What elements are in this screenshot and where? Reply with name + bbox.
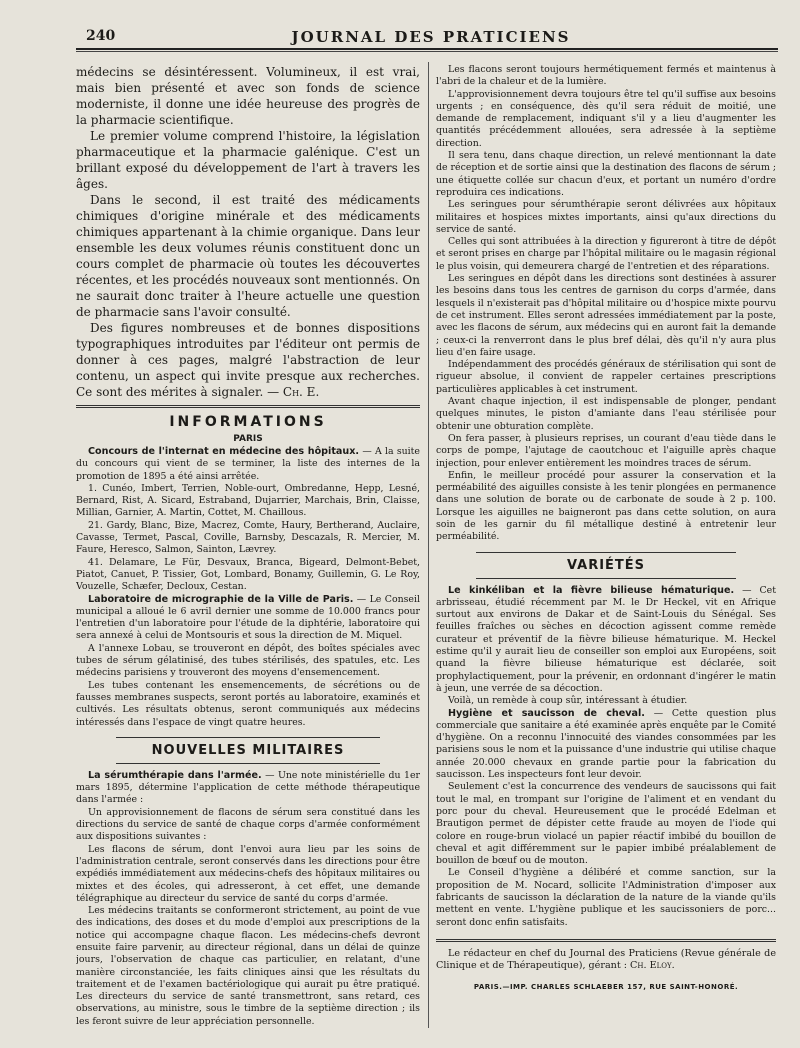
hyg-paragraph-3: Le Conseil d'hygiène a délibéré et comme sanction, sur la proposition de M. Nocard, sollicite l'Administration d'imposer aux fabricants de saucisson la déclaration de la nature de la viande qu'ils mettent en vente. L'hygiène publique et les saucissoniers de porc... seront donc enfin satisfaits. <box>436 867 776 928</box>
hyg-text: — Cette question plus commerciale que sanitaire a été examinée après enquête par le Comité d'hygiène. On a reconnu l'innocuité des viandes consommées par les parisiens sous le nom et la puissance d'une industrie qui utilise chaque année 20.000 chevaux en grande partie pour la fabrication du saucisson. Les inspecteurs font leur devoir. <box>436 707 776 781</box>
militaires-heading: NOUVELLES MILITAIRES <box>116 737 380 764</box>
concours-list-1: 1. Cunéo, Imbert, Terrien, Noble-ourt, Ombredanne, Hepp, Lesné, Bernard, Rist, A. Sicard, Estraband, Dujarrier, Marchais, Brin, Claisse, Millian, Garnier, A. Martin, Cottet, M. Chaillous. <box>76 482 420 519</box>
hyg-heading: Hygiène et saucisson de cheval. <box>448 707 645 719</box>
sero-paragraph-3: Les flacons de sérum, dont l'envoi aura lieu par les soins de l'administration centrale, seront conservés dans les directions pour être expédiés immédiatement aux médecins-chefs des hôpitaux militaires ou mixtes et des écoles, qui adresseront, à cet effet, une demande télégraphique au directeur du service de santé du corps d'armée. <box>76 843 420 904</box>
printer-line: PARIS.—IMP. CHARLES SCHLAEBER 157, RUE SAINT-HONORÉ. <box>473 982 739 991</box>
right-paragraph-8: Avant chaque injection, il est indispensable de plonger, pendant quelques minutes, le piston d'amiante dans l'eau stérilisée pour obtenir une obturation complète. <box>436 396 776 432</box>
sero-paragraph-2: Un approvisionnement de flacons de sérum sera constitué dans les directions du service de santé de chaque corps d'armée conformément aux dispositions suivantes : <box>76 806 420 843</box>
page-number: 240 <box>86 28 116 44</box>
labo-text: — Le Conseil municipal a alloué le 6 avril dernier une somme de 10.000 francs pour l'entretien d'un laboratoire pour l'étude de la diphtérie, laboratoire qui sera annexé à celui de Montsouris et sous la direction de M. Miquel. <box>76 593 420 642</box>
footer-rule <box>436 939 776 942</box>
intro-paragraph-1: médecins se désintéressent. Volumineux, il est vrai, mais bien présenté et avec son fonds de science moderniste, il donne une idée heureuse des progrès de la pharmacie scientifique. <box>76 65 420 127</box>
kink-heading: Le kinkéliban et la fièvre bilieuse hématurique. <box>448 584 735 596</box>
labo-paragraph-2: A l'annexe Lobau, se trouveront en dépôt, des boîtes spéciales avec tubes de sérum gélatinisé, des tubes stérilisés, des spatules, etc. Les médecins parisiens y trouveront des moyens d'ensemencement. <box>76 642 420 679</box>
footer-note <box>436 948 776 973</box>
kink-paragraph-2: Voilà, un remède à coup sûr, intéressant à étudier. <box>448 695 688 707</box>
right-paragraph-3: Il sera tenu, dans chaque direction, un relevé mentionnant la date de réception et de sortie ainsi que la destination des flacons de sérum ; une étiquette collée sur chacun d'eux, et portant un numéro d'ordre reproduira ces indications. <box>436 150 776 198</box>
left-column <box>76 64 420 1034</box>
labo-heading: Laboratoire de micrographie de la Ville de Paris. <box>88 593 354 605</box>
kink-text: — Cet arbrisseau, étudié récemment par M. le Dr Heckel, vit en Afrique surtout aux environs de Dakar et de Saint-Louis du Sénégal. Ses feuilles fraîches ou sèches en décoction agissent comme remède curateur et préventif de la fièvre bilieuse hématurique. M. Heckel estime qu'il y aurait lieu de conseiller son emploi aux Européens, soit quand la fièvre bilieuse hématurique est déclarée, soit prophylactiquement, pour la prévenir, en ordonnant d'ingérer le matin à jeun, une verrée de sa décoction. <box>436 584 776 694</box>
concours-text: — A la suite du concours qui vient de se terminer, la liste des internes de la promotion de 1895 a été ainsi arrêtée. <box>76 446 420 482</box>
right-paragraph-7: Indépendamment des procédés généraux de stérilisation qui sont de rigueur absolue, il convient de rappeler certaines prescriptions particulières applicables à cet instrument. <box>436 359 776 395</box>
paris-label: PARIS <box>233 434 263 444</box>
intro-signature: Ch. E. <box>282 385 320 399</box>
sero-article <box>76 770 420 807</box>
concours-list-2: 21. Gardy, Blanc, Bize, Macrez, Comte, Haury, Bertherand, Auclaire, Cavasse, Termet, Pascal, Coville, Barnsby, Descazals, R. Mercier, M. Faure, Heresco, Salmon, Sainton, Lævrey. <box>76 519 420 556</box>
kink-article <box>436 585 776 696</box>
sero-paragraph-4: Les médecins traitants se conformeront strictement, au point de vue des indications, des doses et du mode d'emploi aux prescriptions de la notice qui accompagne chaque flacon. Les médecins-chefs devront ensuite faire parvenir, au directeur régional, dans un délai de quinze jours, l'observation de chaque cas particulier, en relatant, d'une manière circonstanciée, les faits cliniques ainsi que les résultats du traitement et de l'examen bactériologique qui aurait pu être pratiqué. Les directeurs du service de santé transmettront, sans retard, ces observations, au ministre, sous le timbre de la septième direction ; ils les feront suivre de leur appréciation personnelle. <box>76 905 420 1027</box>
header-rule <box>76 48 778 50</box>
concours-article <box>76 446 420 483</box>
intro-paragraph-4 <box>76 320 420 400</box>
intro-paragraph-3: Dans le second, il est traité des médicaments chimiques d'origine minérale et des médicaments chimiques appartenant à la chimie organique. Dans leur ensemble les deux volumes réunis constituent donc un cours complet de pharmacie où toutes les découvertes récentes, et les procédés nouveaux sont mentionnés. On ne saurait donc traiter à l'heure actuelle une question de pharmacie sans l'avoir consulté. <box>76 193 420 319</box>
intro-paragraph-4-text: Des figures nombreuses et de bonnes dispositions typographiques introduites par l'éditeur ont permis de donner à ces pages, malgré l'abstraction de leur contenu, un aspect qui invite presque aux recherches. Ce sont des mérites à signaler. — <box>76 321 420 399</box>
header-rule-thin <box>76 51 778 52</box>
right-paragraph-10: Enfin, le meilleur procédé pour assurer la conservation et la perméabilité des aiguilles consiste à les tenir plongées en permanence dans une solution de borate ou de carbonate de soude à 2 p. 100. Lorsque les aiguilles ne baigneront pas dans cette solution, on aura soin de les garnir du fil métallique destiné à entretenir leur perméabilité. <box>436 469 776 543</box>
right-paragraph-6: Les seringues en dépôt dans les directions sont destinées à assurer les besoins dans tous les centres de garnison du corps d'armée, dans lesquels il n'existerait pas d'hôpital militaire ou d'hospice mixte pourvu de cet instrument. Elles seront adressées immédiatement par la poste, avec les flacons de sérum, aux médecins qui en auront fait la demande ; ceux-ci la renverront dans le plus bref délai, dès qu'il n'y aura plus lieu d'en faire usage. <box>436 273 776 358</box>
informations-heading: INFORMATIONS <box>169 414 327 430</box>
right-paragraph-2: L'approvisionnement devra toujours être tel qu'il suffise aux besoins urgents ; en conséquence, dès qu'il sera réduit de moitié, une demande de remplacement, indiquant s'il y a lieu d'augmenter les quantités précédemment allouées, sera adressée à la septième direction. <box>436 88 776 149</box>
section-rule <box>76 405 420 408</box>
labo-paragraph-3: Les tubes contenant les ensemencements, de sécrétions ou de fausses membranes suspects, seront portés au laboratoire, examinés et cultivés. Les résultats obtenus, seront communiqués aux médecins intéressés dans l'espace de vingt quatre heures. <box>76 679 420 728</box>
labo-article <box>76 594 420 643</box>
concours-list-3: 41. Delamare, Le Für, Desvaux, Branca, Bigeard, Delmont-Bebet, Piatot, Canuet, P. Tissier, Got, Lombard, Bonamy, Guillemin, G. Le Roy, Vouzelle, Schæfer, Decloux, Cestan. <box>76 556 420 593</box>
page-header <box>86 28 776 48</box>
hyg-paragraph-2: Seulement c'est la concurrence des vendeurs de saucissons qui fait tout le mal, en trompant sur l'origine de l'aliment et en vendant du porc pour du cheval. Heureusement que le procédé Edelman et Brautigon permet de dépister cette fraude au moyen de l'iode qui colore en rouge-brun violacé un papier réactif imbibé du bouillon de cheval et agit différemment sur le papier imbibé préalablement de bouillon de bœuf ou de mouton. <box>436 781 776 867</box>
right-paragraph-5: Celles qui sont attribuées à la direction y figureront à titre de dépôt et seront prises en charge par l'hôpital militaire ou le magasin régional le plus voisin, qui demeurera chargé de l'entretien et des réparations. <box>436 236 776 272</box>
right-column <box>436 64 776 1034</box>
concours-heading: Concours de l'internat en médecine des hôpitaux. <box>88 446 360 457</box>
right-paragraph-9: On fera passer, à plusieurs reprises, un courant d'eau tiède dans le corps de pompe, l'ajutage de caoutchouc et l'aiguille après chaque injection, pour enlever entièrement les moindres traces de sérum. <box>436 432 776 469</box>
right-paragraph-4: Les seringues pour sérumthérapie seront délivrées aux hôpitaux militaires et hospices mixtes importants, ainsi qu'aux directions du service de santé. <box>436 199 776 235</box>
right-paragraph-1: Les flacons seront toujours hermétiquement fermés et maintenus à l'abri de la chaleur et de la lumière. <box>436 64 776 88</box>
sero-heading: La sérumthérapie dans l'armée. <box>88 769 262 781</box>
journal-title: JOURNAL DES PRATICIENS <box>291 28 571 46</box>
sero-text: — Une note ministérielle du 1er mars 1895, détermine l'application de cette méthode thérapeutique dans l'armée : <box>76 769 420 806</box>
intro-paragraph-2: Le premier volume comprend l'histoire, la législation pharmaceutique et la pharmacie galénique. C'est un brillant exposé du développement de l'art à travers les âges. <box>76 129 420 191</box>
hyg-article <box>436 708 776 782</box>
column-separator <box>428 62 429 1028</box>
varietes-heading: VARIÉTÉS <box>476 552 736 579</box>
footer-text: Le rédacteur en chef du Journal des Praticiens (Revue générale de Clinique et de Thérapeutique), gérant : <box>436 947 776 972</box>
footer-name: Ch. Eloy. <box>630 960 675 972</box>
